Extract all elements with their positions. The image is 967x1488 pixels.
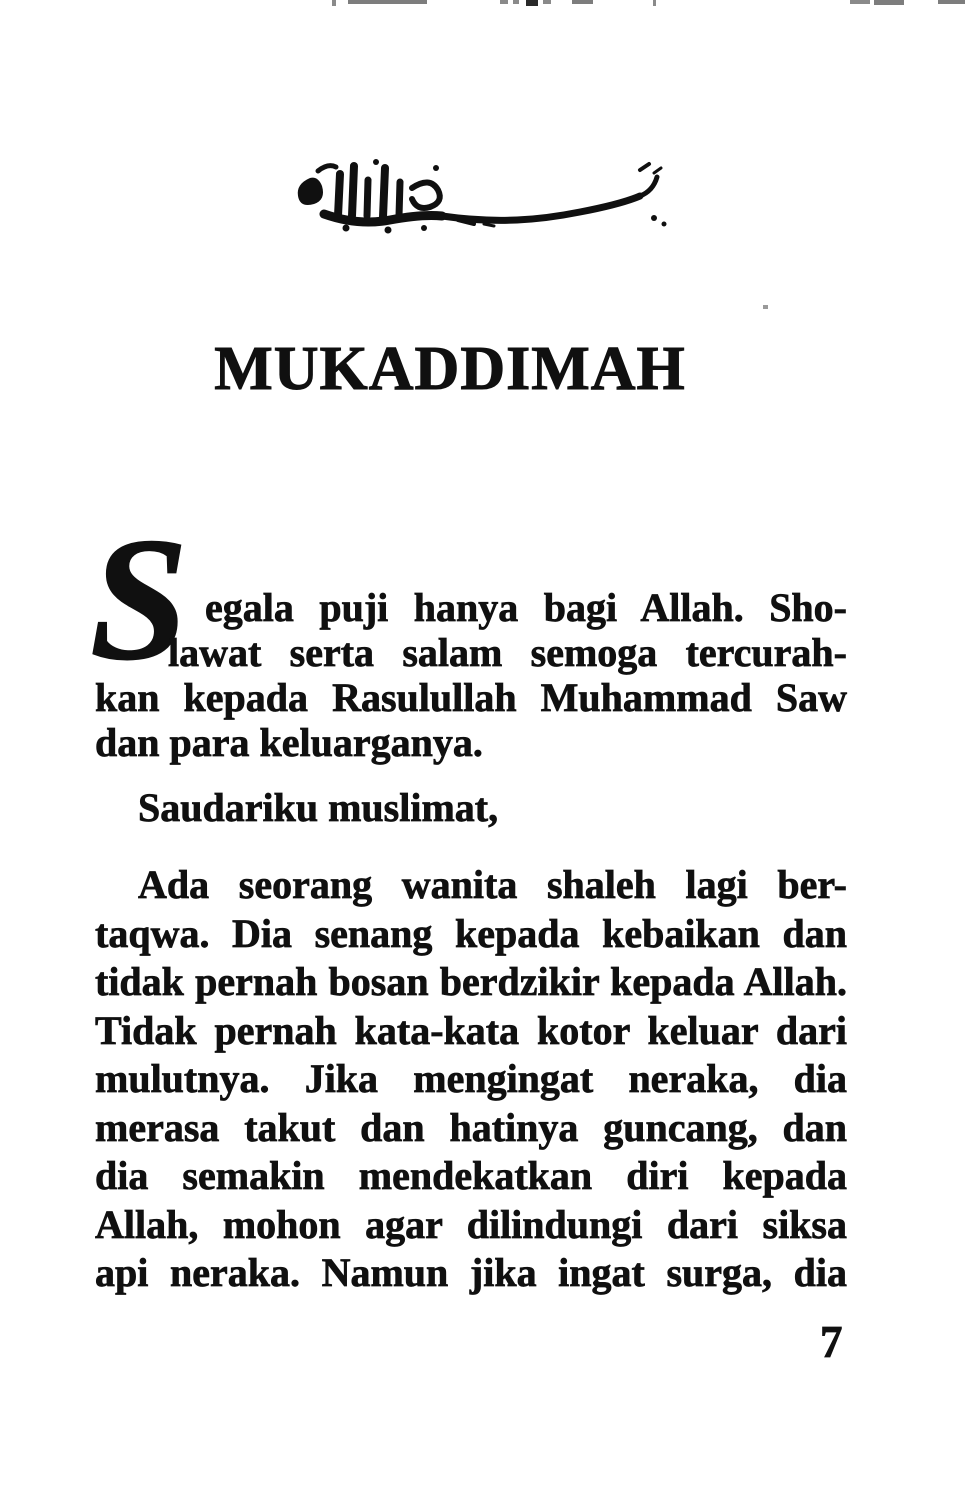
text-line: dan para keluarganya. (95, 720, 483, 765)
drop-cap: S (90, 502, 188, 697)
text-line: dia semakin mendekatkan diri kepada (95, 1153, 847, 1198)
scan-artifact-mark (348, 0, 427, 4)
paragraph-salutation (95, 784, 847, 832)
text-line: taqwa. Dia senang kepada kebaikan dan (95, 910, 847, 956)
scan-artifact-mark (850, 0, 870, 4)
text-line: lawat serta salam semoga tercurah- (168, 630, 847, 675)
text-line: mulutnya. Jika mengingat neraka, dia (95, 1056, 847, 1101)
text-line: kan kepada Rasulullah Muhammad Saw (95, 675, 847, 720)
scan-artifact-mark (513, 0, 519, 4)
text-line: egala puji hanya bagi Allah. Sho- (205, 585, 847, 630)
scan-artifact-mark (526, 0, 538, 6)
paragraph-opening (95, 585, 847, 765)
scan-artifact-mark (543, 0, 551, 4)
text-line: api neraka. Namun jika ingat surga, dia (95, 1250, 847, 1295)
bismillah-calligraphy-icon (288, 158, 673, 242)
scan-artifact-mark (572, 0, 593, 4)
text-line: tidak pernah bosan berdzikir kepada Allah. (95, 959, 847, 1004)
text-line: Tidak pernah kata-kata kotor keluar dari (95, 1007, 847, 1053)
page-number: 7 (820, 1317, 843, 1367)
scan-artifact-mark (763, 305, 768, 309)
scan-artifact-mark (653, 0, 656, 6)
text-line: merasa takut dan hatinya guncang, dan (95, 1104, 847, 1150)
body-text (95, 585, 847, 1298)
text-line: Saudariku muslimat, (138, 785, 499, 830)
scan-artifact-mark (500, 0, 508, 4)
text-line: Ada seorang wanita shaleh lagi ber- (138, 862, 847, 907)
paragraph-story (95, 861, 847, 1298)
scan-artifact-mark (332, 0, 336, 6)
text-line: Allah, mohon agar dilindungi dari siksa (95, 1201, 847, 1247)
scan-artifact-mark (874, 0, 904, 5)
page-title: MUKADDIMAH (214, 335, 686, 403)
scan-artifact-mark (938, 0, 965, 4)
